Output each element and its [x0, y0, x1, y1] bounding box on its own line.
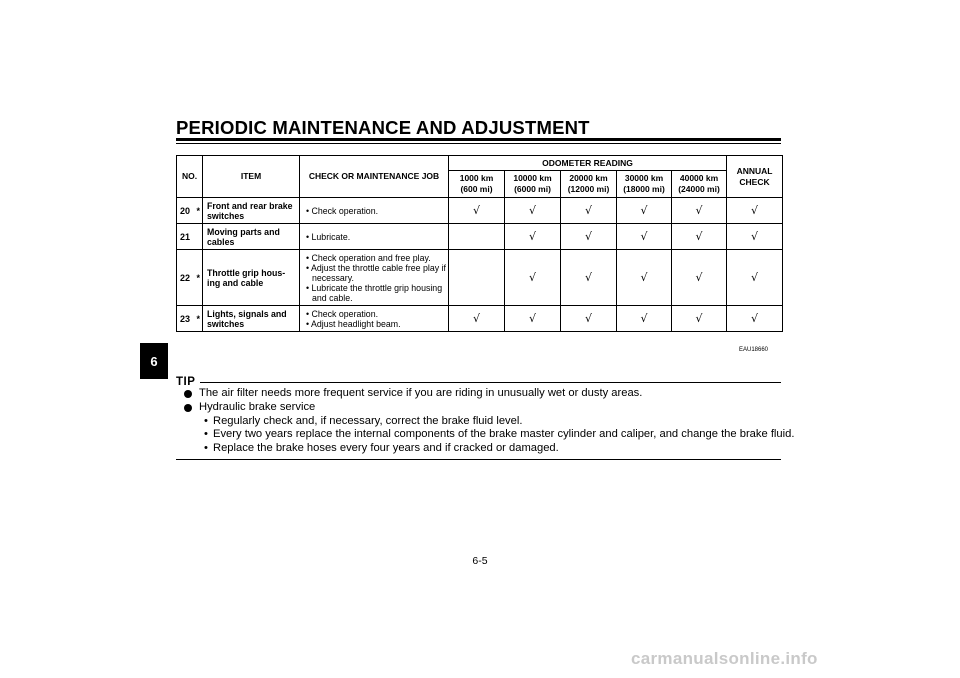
row-number: 23 [177, 306, 195, 332]
item-line: switches [207, 210, 245, 221]
tip-text: The air filter needs more frequent service if you are riding in unusually wet or dusty areas. [199, 387, 643, 399]
header-interval [505, 171, 561, 198]
header-annual-line2: CHECK [739, 176, 770, 187]
table-row [177, 306, 783, 332]
tip-sub-text: Replace the brake hoses every four years and if cracked or damaged. [213, 442, 559, 455]
tip-sub-text: Every two years replace the internal components of the brake master cylinder and caliper, and change the brake fluid. [213, 428, 795, 441]
tip-sub-bullet [183, 442, 783, 456]
check-cell [449, 250, 505, 306]
page-number: 6-5 [472, 555, 488, 567]
tip-rule-top [200, 382, 781, 383]
tip-bullet [183, 387, 783, 401]
check-cell: √ [505, 198, 561, 224]
title-rule-thin [176, 143, 781, 144]
interval-mi: (600 mi) [460, 184, 493, 194]
tip-text: Hydraulic brake service [199, 400, 316, 413]
check-cell [449, 224, 505, 250]
check-cell: √ [617, 306, 672, 332]
header-annual-line1: ANNUAL [736, 165, 773, 176]
check-cell: √ [672, 198, 727, 224]
row-number: 22 [177, 250, 195, 306]
tip-sub-bullet [183, 415, 783, 429]
item-line: ing and cable [207, 277, 264, 288]
watermark: carmanualsonline.info [631, 649, 818, 668]
header-interval [449, 171, 505, 198]
check-cell: √ [561, 198, 617, 224]
item-line: Front and rear brake [207, 200, 293, 211]
tip-body [183, 387, 795, 456]
tip-sub-text: Regularly check and, if necessary, correct the brake fluid level. [213, 414, 523, 427]
header-interval [672, 171, 727, 198]
tip-label: TIP [176, 376, 196, 388]
row-number: 21 [177, 224, 195, 250]
row-star [195, 224, 203, 250]
row-item [203, 306, 300, 332]
row-star: * [195, 306, 203, 332]
row-job [300, 306, 449, 332]
row-job [300, 250, 449, 306]
document-code: EAU18660 [739, 347, 769, 353]
title-rule-thick [176, 138, 781, 141]
check-cell: √ [617, 224, 672, 250]
maintenance-table [176, 155, 783, 332]
header-odometer: ODOMETER READING [449, 156, 727, 171]
check-cell: √ [561, 250, 617, 306]
sub-bullet-marker: • [204, 414, 208, 427]
interval-km: 1000 km [459, 173, 494, 183]
row-star: * [195, 198, 203, 224]
check-cell: √ [727, 198, 783, 224]
interval-mi: (24000 mi) [678, 184, 720, 194]
header-job: CHECK OR MAINTENANCE JOB [300, 156, 449, 198]
table-row [177, 250, 783, 306]
bullet-dot-icon [184, 404, 192, 412]
header-interval [561, 171, 617, 198]
tip-rule-bottom [176, 459, 781, 460]
check-cell: √ [727, 306, 783, 332]
check-cell: √ [617, 250, 672, 306]
header-no: NO. [177, 156, 203, 198]
row-star: * [195, 250, 203, 306]
check-cell: √ [449, 198, 505, 224]
interval-km: 20000 km [569, 173, 608, 183]
interval-km: 10000 km [513, 173, 552, 183]
check-cell: √ [672, 250, 727, 306]
interval-mi: (6000 mi) [514, 184, 551, 194]
job-line: • Check operation. [306, 205, 379, 216]
job-line: • Adjust the throttle cable free play if necessary. [306, 262, 446, 283]
check-cell: √ [561, 306, 617, 332]
item-line: cables [207, 236, 235, 247]
interval-mi: (18000 mi) [623, 184, 665, 194]
tip-bullet [183, 401, 783, 415]
item-line: Throttle grip hous- [207, 267, 286, 278]
check-cell: √ [727, 250, 783, 306]
header-annual [727, 156, 783, 198]
header-item: ITEM [203, 156, 300, 198]
header-interval [617, 171, 672, 198]
row-item [203, 250, 300, 306]
sub-bullet-marker: • [204, 428, 208, 441]
row-item [203, 224, 300, 250]
job-line: • Lubricate the throttle grip housing and cable. [306, 282, 443, 303]
chapter-tab: 6 [140, 343, 168, 379]
check-cell: √ [449, 306, 505, 332]
check-cell: √ [617, 198, 672, 224]
job-line: • Check operation and free play. [306, 252, 431, 263]
bullet-dot-icon [184, 390, 192, 398]
row-job [300, 224, 449, 250]
tip-sub-bullet [183, 428, 795, 442]
check-cell: √ [672, 224, 727, 250]
interval-km: 30000 km [624, 173, 664, 183]
interval-mi: (12000 mi) [567, 184, 610, 194]
item-line: Moving parts and [207, 226, 280, 237]
check-cell: √ [672, 306, 727, 332]
job-line: • Check operation. [306, 308, 379, 319]
item-line: switches [207, 318, 245, 329]
item-line: Lights, signals and [207, 308, 287, 319]
table-row [177, 224, 783, 250]
table-row [177, 198, 783, 224]
sub-bullet-marker: • [204, 442, 208, 455]
check-cell: √ [505, 250, 561, 306]
check-cell: √ [505, 306, 561, 332]
check-cell: √ [727, 224, 783, 250]
job-line: • Adjust headlight beam. [306, 318, 401, 329]
row-item [203, 198, 300, 224]
page-title: PERIODIC MAINTENANCE AND ADJUSTMENT [176, 117, 590, 138]
job-line: • Lubricate. [306, 231, 351, 242]
interval-km: 40000 km [679, 173, 719, 183]
row-job [300, 198, 449, 224]
row-number: 20 [177, 198, 195, 224]
check-cell: √ [561, 224, 617, 250]
check-cell: √ [505, 224, 561, 250]
